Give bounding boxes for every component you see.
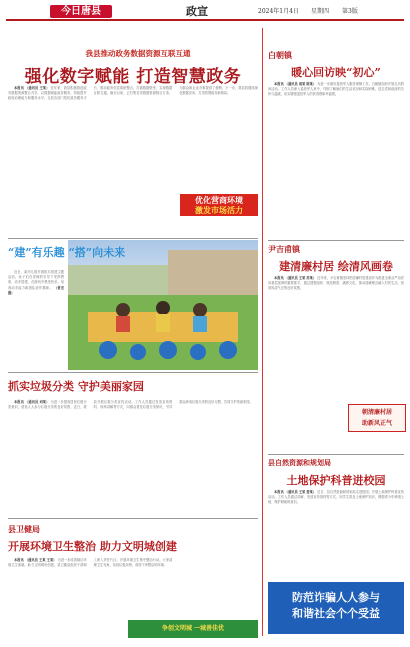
right-article-1 (268, 50, 404, 240)
right1-body (268, 82, 404, 232)
county-byline: 本报讯 （通讯员 王某 王某） (14, 558, 57, 562)
divider-1 (8, 238, 258, 239)
divider-r1 (268, 240, 404, 241)
right3-label: 县自然资源和规划局 (268, 458, 331, 467)
right1-title: 暖心回访映“初心” (291, 66, 381, 79)
bottom-ad: 争创文明城 一城善佳优 (128, 620, 258, 638)
right2-label: 尹吉甫镇 (268, 244, 300, 254)
right3-title: 土地保护科普进校园 (286, 474, 386, 487)
divider-3 (8, 518, 258, 519)
garbage-article (8, 374, 258, 514)
section-name: 政宣 (186, 5, 208, 18)
garbage-body-text: 为进一步提高居民垃圾分类意识，营造人人参与垃圾分类的良好氛围，近日，我县开展垃圾分类宣传活动。工作人员通过发放宣传资料、现场讲解等方式，向群众普及垃圾分类知识，引导群众养成垃圾分类的良好习惯，共同守护美丽家园。 (8, 400, 253, 410)
masthead-rule (6, 19, 404, 21)
garbage-byline: 本报讯 （通讯员 刘某） (14, 400, 50, 404)
masthead-date: 2024年1月4日 (258, 8, 299, 15)
side-banner-line-1: 朝清廉村居 (361, 409, 392, 416)
garbage-body (8, 400, 258, 510)
right1-label: 白朝镇 (268, 50, 292, 60)
divider-2 (8, 372, 258, 373)
photo-caption-text: 近日，某幼儿园开展积木搭建主题活动，孩子们在老师的引导下发挥想象，动手搭建，在游戏中感受快乐，培养动手能力和团队协作精神。 (8, 270, 64, 290)
photo-story-title: “建”有乐趣 “搭”向未来 (8, 246, 126, 259)
right1-body-text: 为进一步做好退役军人服务保障工作，白朝镇组织开展走访慰问活动。工作人员深入退役军人家中，详细了解他们的生活状况和实际困难，送去党和政府的关怀与温暖，切实增强退役军人的获得感和幸福感。 (268, 82, 404, 97)
promo-line-2: 激发市场活力 (195, 205, 243, 215)
divider-r2 (268, 454, 404, 455)
photo-caption (8, 270, 64, 366)
promo-box (180, 194, 258, 216)
right-article-2 (268, 244, 404, 454)
promo-line-1: 优化营商环境 (195, 195, 243, 205)
right1-byline: 本报讯 （通讯员 周某 陈某） (274, 82, 317, 86)
right2-byline: 本报讯 （通讯员 王某 苏某） (274, 276, 317, 280)
county-body (8, 558, 258, 618)
garbage-title: 抓实垃圾分类 守护美丽家园 (8, 380, 144, 393)
county-body-text: 为进一步改善辖区环境卫生面貌，助力文明城市创建，县卫健局组织干部职工深入责任片区，开展环境卫生集中整治行动。大家清理卫生死角，捡拾垃圾杂物，营造干净整洁的环境。 (8, 558, 173, 568)
county-article (8, 520, 258, 640)
right2-body-text: 近年来，尹吉甫镇坚持把清廉村居建设作为推进全面从严治党向基层延伸的重要抓手，通过建强组织、规范制度、涵养文化，推动清廉理念融入村民生活，营造风清气正的良好氛围。 (268, 276, 404, 291)
anti-fraud-line-2: 和谐社会个个受益 (292, 607, 380, 620)
right3-body (268, 490, 404, 572)
right-article-3 (268, 458, 404, 578)
anti-fraud-banner (268, 582, 404, 634)
right3-byline: 本报讯 （通讯员 王某 姜某） (274, 490, 317, 494)
photo-story (8, 240, 258, 370)
lead-kicker: 我县推动政务数据资源互联互通 (85, 49, 191, 58)
masthead-page: 第3版 (342, 8, 358, 15)
masthead (0, 0, 410, 22)
lead-byline: 本报讯 （通讯员 王某） (14, 86, 50, 90)
county-label: 县卫健局 (8, 524, 40, 534)
photo-caption-byline: （贾宏 摄） (8, 285, 64, 295)
right2-title: 建清廉村居 绘清风画卷 (279, 260, 393, 273)
lead-body-text: 近年来，我县积极推进政务数据资源整合共享，以数据赋能政务服务，持续提升政府治理能力和服务水平。全县各部门依托政务服务平台，推动政务信息系统整合，打破数据壁垒，实现数据互联互通。截至目前，已归集各类数据资源数百万条，为群众和企业办事提供了便利。下一步，我县将继续深化数据应用，打造智慧政务新格局。 (8, 86, 258, 101)
side-banner (348, 404, 406, 432)
lead-title: 强化数字赋能 打造智慧政务 (24, 67, 242, 87)
right3-body-text: 近日，县自然资源和规划局走进校园，开展土地保护科普宣传活动。工作人员通过讲解、发放宣传资料等方式，向学生普及土地保护知识，增强青少年珍惜土地、保护耕地的意识。 (268, 490, 404, 505)
county-title: 开展环境卫生整治 助力文明城创建 (8, 540, 177, 553)
masthead-weekday: 星期四 (311, 8, 330, 15)
side-banner-line-2: 助新风正气 (361, 420, 392, 427)
masthead-logo: 今日唐县 (50, 5, 112, 18)
anti-fraud-line-1: 防范诈骗人人参与 (292, 591, 380, 604)
column-divider (262, 28, 263, 636)
